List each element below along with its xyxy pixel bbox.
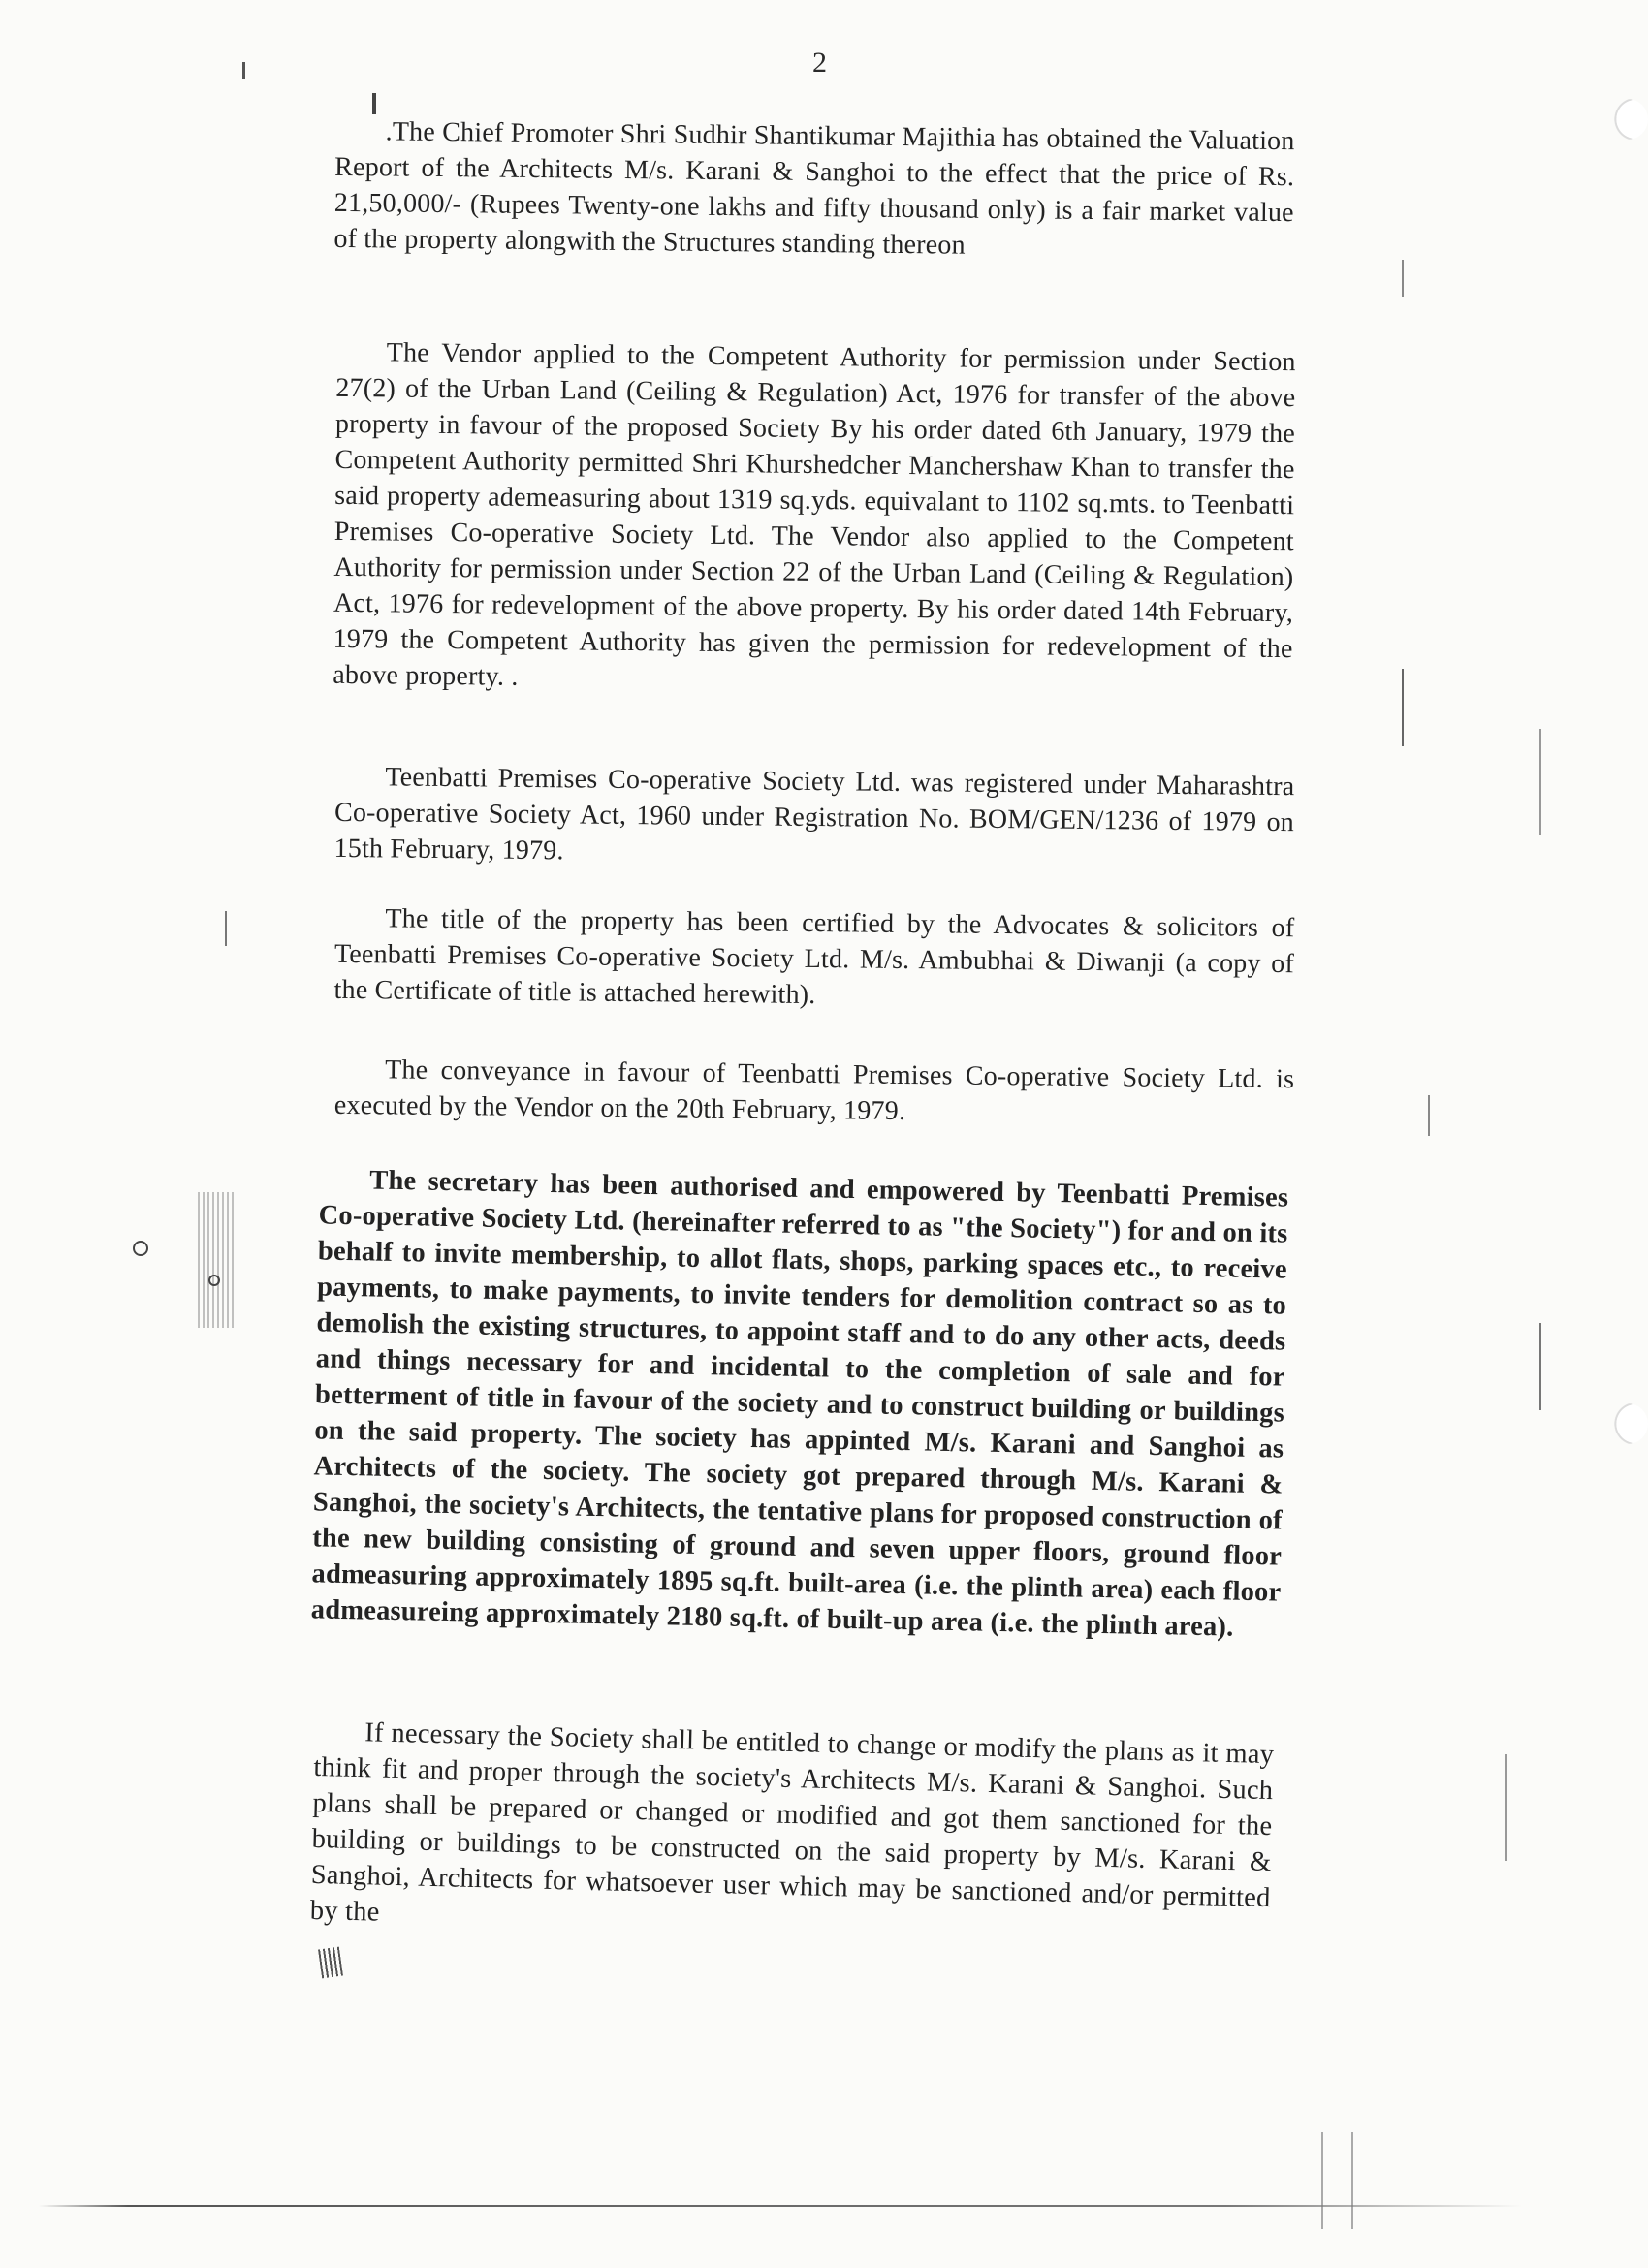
scan-artifact-mark <box>1402 669 1404 746</box>
scan-artifact-mark <box>1539 1323 1541 1410</box>
scan-artifact-mark <box>1428 1095 1430 1136</box>
paragraph-title-certification: The title of the property has been certified by the Advocates & solicitors of Teenbatti Premises Co-operative Society Ltd. M/s. Ambubhai & Diwanji (a copy of the Certificate of title is attached herewith). <box>333 903 1295 1011</box>
scan-artifact-mark <box>372 93 376 114</box>
paragraph-conveyance: The conveyance in favour of Teenbatti Premises Co-operative Society Ltd. is executed by the Vendor on the 20th February, 1979. <box>333 1055 1295 1126</box>
page-number: 2 <box>812 47 827 79</box>
scan-streak <box>198 1192 237 1328</box>
scan-ring-artifact <box>133 1241 148 1256</box>
paragraph-plan-modification: If necessary the Society shall be entitled to change or modify the plans as it may think fit and proper through the society's Architects M/s. Karani & Sanghoi. Such plans shall be prepared or changed or modified and got them sanctioned for the building or buildings to be constructed on the said property by M/s. Karani & Sanghoi, Architects for whatsoever user which may be sanctioned and/or permitted by the <box>309 1717 1275 1928</box>
punch-hole-artifact <box>1607 99 1648 140</box>
scan-ring-artifact <box>208 1275 220 1286</box>
scan-artifact-mark <box>1539 729 1541 835</box>
scan-corner-mark <box>318 1947 343 1979</box>
scan-artifact-mark <box>1505 1754 1507 1861</box>
scan-artifact-mark <box>242 62 245 79</box>
scan-artifact-mark <box>225 911 227 946</box>
scan-artifact-mark <box>1351 2132 1353 2229</box>
scan-artifact-mark <box>1321 2132 1323 2229</box>
paragraph-society-registration: Teenbatti Premises Co-operative Society Ltd. was registered under Maharashtra Co-operative Society Act, 1960 under Registration No. BOM/GEN/1236 of 1979 on 15th February, 1979. <box>333 762 1295 866</box>
paragraph-competent-authority-permission: The Vendor applied to the Competent Authority for permission under Section 27(2) of the Urban Land (Ceiling & Regulation) Act, 1976 for transfer of the above property in favour of the proposed Society By his order dated 6th January, 1979 the Competent Authority permitted Shri Khurshedcher Manchershaw Khan to transfer the said property ademeasuring about 1319 sq.yds. equivalant to 1102 sq.mts. to Teenbatti Premises Co-operative Society Ltd. The Vendor also applied to the Competent Authority for permission under Section 22 of the Urban Land (Ceiling & Regulation) Act, 1976 for redevelopment of the above property. By his order dated 14th February, 1979 the Competent Authority has given the permission for redevelopment of the above property. . <box>333 337 1296 692</box>
paragraph-valuation-report: .The Chief Promoter Shri Sudhir Shantikumar Majithia has obtained the Valuation Report of the Architects M/s. Karani & Sanghoi to the effect that the price of Rs. 21,50,000/- (Rupees Twenty-one lakhs and fifty thousand only) is a fair market value of the property alongwith the Structures standing thereon <box>333 116 1295 261</box>
paragraph-secretary-authorisation: The secretary has been authorised and empowered by Teenbatti Premises Co-operative Society Ltd. (hereinafter referred to as "the Society") for and on its behalf to invite membership, to allot flats, shops, parking spaces etc., to receive payments, to make payments, to invite tenders for demolition contract so as to demolish the existing structures, to appoint staff and to do any other acts, deeds and things necessary for and incidental to the completion of sale and for betterment of title in favour of the society and to construct building or buildings on the said property. The society has appinted M/s. Karani and Sanghoi as Architects of the society. The society got prepared through M/s. Karani & Sanghoi, the society's Architects, the tentative plans for proposed construction of the new building consisting of ground and seven upper floors, ground floor admeasuring approximately 1895 sq.ft. built-area (i.e. the plinth area) each floor admeasureing approximately 2180 sq.ft. of built-up area (i.e. the plinth area). <box>310 1165 1289 1643</box>
scan-artifact-mark <box>1402 260 1404 297</box>
punch-hole-artifact <box>1607 1403 1648 1444</box>
bottom-scan-line <box>39 2205 1522 2207</box>
